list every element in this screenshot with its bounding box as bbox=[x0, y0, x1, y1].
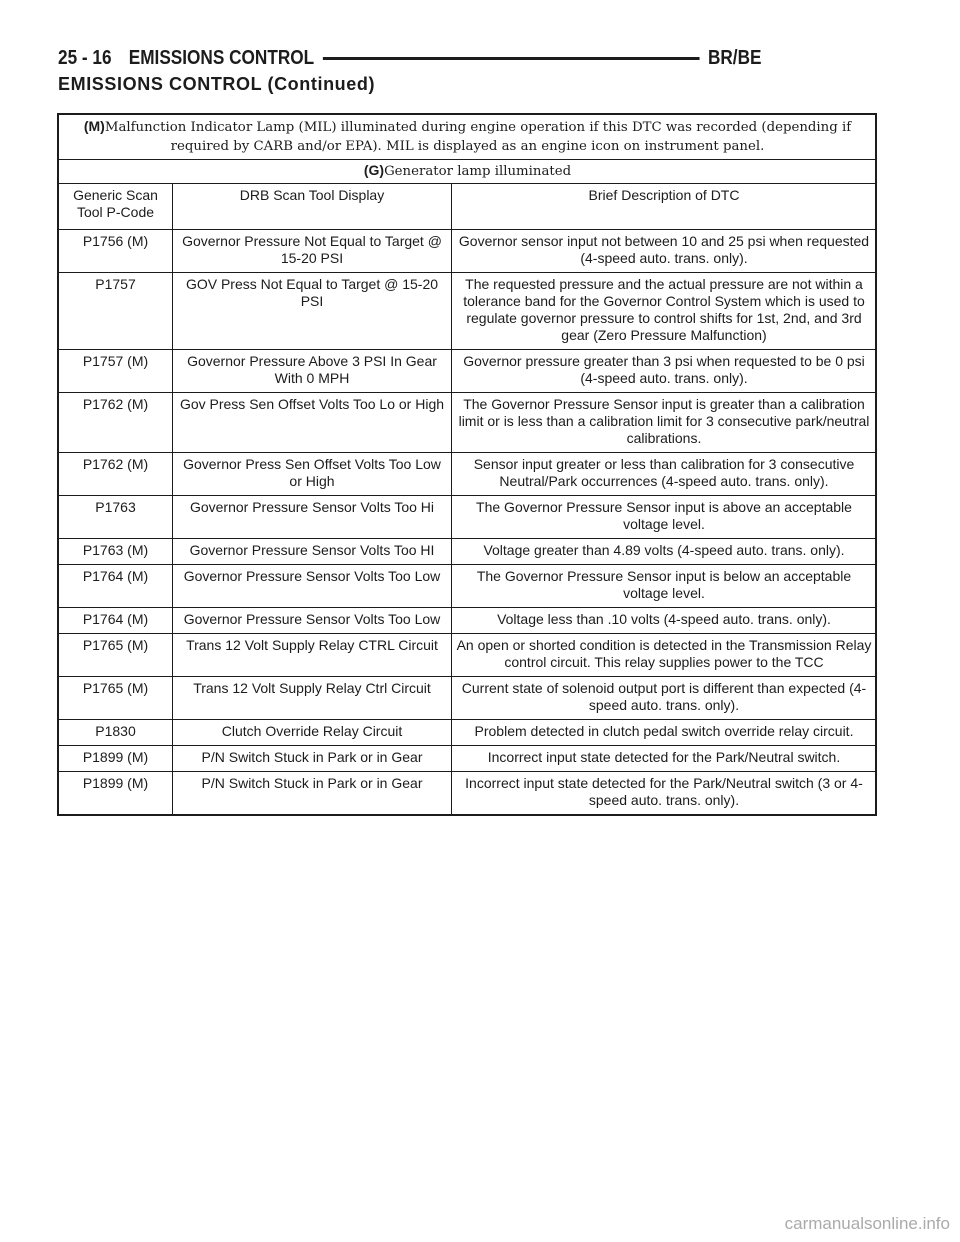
page-header bbox=[58, 44, 761, 72]
page-subtitle: EMISSIONS CONTROL (Continued) bbox=[58, 74, 376, 94]
table-header-row bbox=[59, 184, 877, 230]
scan-tool-display-cell: Clutch Override Relay Circuit bbox=[173, 720, 452, 746]
dtc-description-cell: The Governor Pressure Sensor input is greater than a calibration limit or is less than a calibration limit for 3 consecutive park/neutral calibrations. bbox=[452, 393, 877, 453]
header-rule bbox=[323, 57, 700, 60]
table-row bbox=[59, 453, 877, 496]
dtc-description-cell: An open or shorted condition is detected in the Transmission Relay control circuit. This relay supplies power to the TCC bbox=[452, 634, 877, 677]
note-text: Malfunction Indicator Lamp (MIL) illuminated during engine operation if this DTC was recorded (depending if required by CARB and/or EPA). MIL is displayed as an engine icon on instrument panel. bbox=[104, 120, 852, 154]
dtc-description-cell: Voltage greater than 4.89 volts (4-speed auto. trans. only). bbox=[452, 539, 877, 565]
dtc-description-cell: The requested pressure and the actual pressure are not within a tolerance band for the Governor Control System which is used to regulate governor pressure to control shifts for 1st, 2nd, and 3rd gear (Zero Pressure Malfunction) bbox=[452, 273, 877, 350]
note-text: Generator lamp illuminated bbox=[384, 164, 572, 179]
table-row bbox=[59, 608, 877, 634]
dtc-description-cell: Current state of solenoid output port is different than expected (4-speed auto. trans. only). bbox=[452, 677, 877, 720]
dtc-description-cell: Governor pressure greater than 3 psi when requested to be 0 psi (4-speed auto. trans. only). bbox=[452, 350, 877, 393]
dtc-code-cell: P1765 (M) bbox=[59, 677, 173, 720]
page-number: 25 - 16 bbox=[58, 46, 112, 69]
column-header-code: Generic Scan Tool P-Code bbox=[59, 184, 173, 230]
dtc-description-cell: Sensor input greater or less than calibration for 3 consecutive Neutral/Park occurrences (4-speed auto. trans. only). bbox=[452, 453, 877, 496]
dtc-description-cell: Governor sensor input not between 10 and 25 psi when requested (4-speed auto. trans. only). bbox=[452, 230, 877, 273]
column-header-description: Brief Description of DTC bbox=[452, 184, 877, 230]
scan-tool-display-cell: GOV Press Not Equal to Target @ 15-20 PSI bbox=[173, 273, 452, 350]
scan-tool-display-cell: Governor Pressure Sensor Volts Too Low bbox=[173, 608, 452, 634]
dtc-description-cell: Voltage less than .10 volts (4-speed auto. trans. only). bbox=[452, 608, 877, 634]
dtc-description-cell: Problem detected in clutch pedal switch override relay circuit. bbox=[452, 720, 877, 746]
dtc-description-cell: The Governor Pressure Sensor input is below an acceptable voltage level. bbox=[452, 565, 877, 608]
dtc-description-cell: The Governor Pressure Sensor input is above an acceptable voltage level. bbox=[452, 496, 877, 539]
scan-tool-display-cell: Gov Press Sen Offset Volts Too Lo or High bbox=[173, 393, 452, 453]
dtc-code-cell: P1762 (M) bbox=[59, 393, 173, 453]
table-row bbox=[59, 720, 877, 746]
table-row bbox=[59, 565, 877, 608]
dtc-code-cell: P1764 (M) bbox=[59, 565, 173, 608]
dtc-code-cell: P1757 bbox=[59, 273, 173, 350]
scan-tool-display-cell: Governor Pressure Not Equal to Target @ 15-20 PSI bbox=[173, 230, 452, 273]
dtc-code-cell: P1765 (M) bbox=[59, 634, 173, 677]
dtc-code-cell: P1757 (M) bbox=[59, 350, 173, 393]
watermark: carmanualsonline.info bbox=[784, 1214, 950, 1233]
dtc-code-cell: P1899 (M) bbox=[59, 746, 173, 772]
scan-tool-display-cell: Governor Pressure Sensor Volts Too Low bbox=[173, 565, 452, 608]
scan-tool-display-cell: Governor Pressure Sensor Volts Too HI bbox=[173, 539, 452, 565]
scan-tool-display-cell: Governor Press Sen Offset Volts Too Low or High bbox=[173, 453, 452, 496]
note-row-mil bbox=[59, 115, 877, 160]
scan-tool-display-cell: Trans 12 Volt Supply Relay Ctrl Circuit bbox=[173, 677, 452, 720]
scan-tool-display-cell: P/N Switch Stuck in Park or in Gear bbox=[173, 746, 452, 772]
table-row bbox=[59, 350, 877, 393]
table-row bbox=[59, 772, 877, 815]
dtc-table bbox=[58, 114, 877, 815]
table-row bbox=[59, 677, 877, 720]
dtc-code-cell: P1763 bbox=[59, 496, 173, 539]
table-row bbox=[59, 746, 877, 772]
note-mil bbox=[59, 115, 877, 160]
dtc-code-cell: P1756 (M) bbox=[59, 230, 173, 273]
scan-tool-display-cell: Trans 12 Volt Supply Relay CTRL Circuit bbox=[173, 634, 452, 677]
table-row bbox=[59, 539, 877, 565]
column-header-display: DRB Scan Tool Display bbox=[173, 184, 452, 230]
table-row bbox=[59, 634, 877, 677]
table-row bbox=[59, 496, 877, 539]
dtc-code-cell: P1899 (M) bbox=[59, 772, 173, 815]
table-row bbox=[59, 273, 877, 350]
table-row bbox=[59, 230, 877, 273]
table-row bbox=[59, 393, 877, 453]
note-generator bbox=[59, 160, 877, 184]
dtc-code-cell: P1762 (M) bbox=[59, 453, 173, 496]
dtc-description-cell: Incorrect input state detected for the Park/Neutral switch. bbox=[452, 746, 877, 772]
note-tag: (M) bbox=[83, 118, 105, 134]
model-code: BR/BE bbox=[707, 46, 762, 69]
scan-tool-display-cell: Governor Pressure Above 3 PSI In Gear With 0 MPH bbox=[173, 350, 452, 393]
dtc-code-cell: P1764 (M) bbox=[59, 608, 173, 634]
section-title: EMISSIONS CONTROL bbox=[128, 46, 315, 69]
scan-tool-display-cell: P/N Switch Stuck in Park or in Gear bbox=[173, 772, 452, 815]
note-tag: (G) bbox=[363, 162, 385, 178]
dtc-code-cell: P1763 (M) bbox=[59, 539, 173, 565]
dtc-description-cell: Incorrect input state detected for the Park/Neutral switch (3 or 4-speed auto. trans. only). bbox=[452, 772, 877, 815]
dtc-code-cell: P1830 bbox=[59, 720, 173, 746]
note-row-generator bbox=[59, 160, 877, 184]
scan-tool-display-cell: Governor Pressure Sensor Volts Too Hi bbox=[173, 496, 452, 539]
